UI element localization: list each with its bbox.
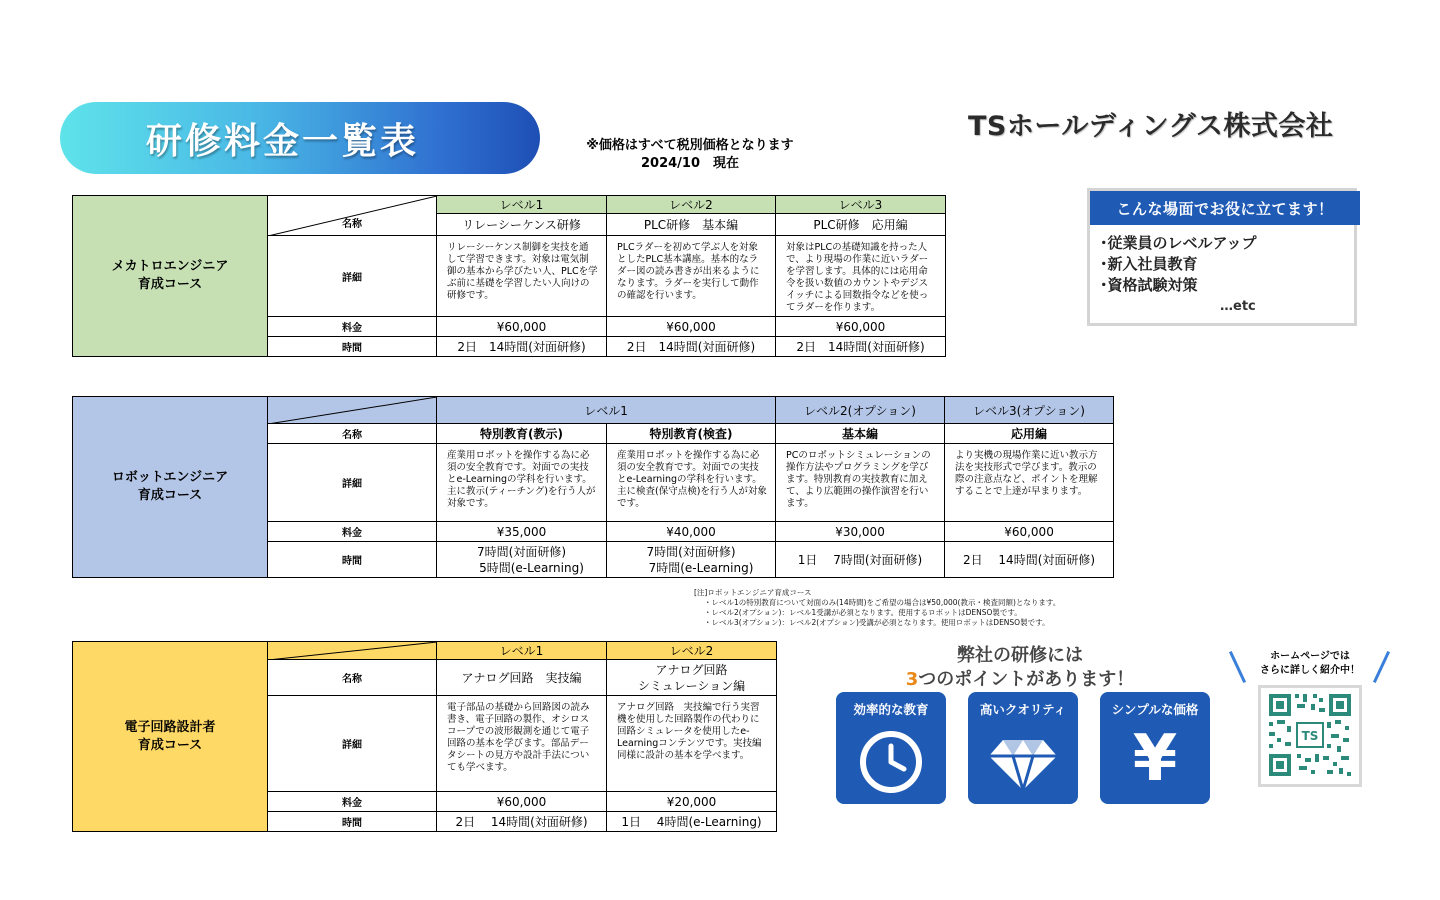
note-line: ・レベル2(オプション)：レベル1受講が必須となります。使用するロボットはDENSO製です。 bbox=[704, 608, 1022, 617]
row-label-price: 料金 bbox=[268, 317, 437, 337]
point-label: シンプルな価格 bbox=[1111, 702, 1199, 717]
robot-course-table bbox=[72, 396, 1114, 578]
course-detail: リレーシーケンス制御を実技を通して学習できます。対象は電気制御の基本から学びたい人、PLCを学ぶ前に基礎を学習したい人向けの研修です。 bbox=[437, 236, 607, 317]
yen-icon: ¥ bbox=[1132, 722, 1178, 796]
note-line: [注]ロボットエンジニア育成コース bbox=[694, 588, 812, 597]
qr-code-icon bbox=[1261, 688, 1359, 784]
page-title: 研修料金一覧表 bbox=[146, 120, 420, 162]
course-level-name: 特別教育(教示) bbox=[437, 424, 607, 444]
mechatro-course-table bbox=[72, 195, 946, 357]
course-time: 1日 7時間(対面研修) bbox=[776, 542, 945, 578]
course-time: 2日 14時間(対面研修) bbox=[776, 337, 946, 357]
course-time bbox=[607, 542, 776, 578]
scenes-list bbox=[1100, 233, 1256, 296]
course-name-line: 育成コース bbox=[137, 277, 203, 292]
diagonal-line bbox=[268, 397, 437, 424]
course-detail: 産業用ロボットを操作する為に必須の安全教育です。対面での実技とe-Learningの学科を行います。主に教示(ティーチング)を行う人が対象です。 bbox=[437, 444, 607, 522]
level-header: レベル2 bbox=[607, 196, 776, 214]
course-level-name-line: シミュレーション編 bbox=[637, 678, 746, 693]
tax-note-text: ※価格はすべて税別価格となります bbox=[586, 138, 794, 153]
diamond-icon bbox=[983, 724, 1063, 796]
electronic-course-table bbox=[72, 641, 777, 832]
robot-course-note bbox=[694, 588, 1060, 628]
level-header: レベル3(オプション) bbox=[945, 397, 1114, 424]
note-line: ・レベル3(オプション)：レベル2(オプション)受講が必須となります。使用ロボットはDENSO製です。 bbox=[704, 618, 1050, 627]
scene-item: ･資格試験対策 bbox=[1100, 276, 1198, 294]
course-detail: 対象はPLCの基礎知識を持った人で、より現場の作業に近いラダーを学習します。具体的には応用命令を扱い数値のカウントやデジスイッチによる回数指令などを使ってラダーを作ります。 bbox=[776, 236, 946, 317]
point-label: 高いクオリティ bbox=[979, 702, 1067, 717]
level-header: レベル2(オプション) bbox=[776, 397, 945, 424]
course-level-name: 応用編 bbox=[945, 424, 1114, 444]
course-time: 2日 14時間(対面研修) bbox=[945, 542, 1114, 578]
decor-slash-left bbox=[1229, 651, 1246, 683]
mechatro-course-name bbox=[73, 196, 268, 357]
point-label: 効率的な教育 bbox=[853, 702, 929, 717]
tax-note bbox=[560, 137, 820, 173]
scenes-box bbox=[1087, 188, 1357, 326]
robot-course-name bbox=[73, 397, 268, 578]
scenes-etc: …etc bbox=[1220, 299, 1256, 314]
level-header: レベル2 bbox=[607, 642, 777, 660]
row-label-time: 時間 bbox=[268, 812, 437, 832]
course-time: 1日 4時間(e-Learning) bbox=[607, 812, 777, 832]
diagonal-line bbox=[268, 642, 437, 660]
qr-code[interactable] bbox=[1258, 685, 1362, 787]
decor-slash-right bbox=[1373, 651, 1390, 683]
points-title-line2 bbox=[840, 668, 1200, 692]
row-label-name: 名称 bbox=[268, 660, 437, 696]
course-detail: 電子部品の基礎から回路図の読み書き、電子回路の製作、オシロスコープでの波形観測を通じて電子回路の基本を学びます。部品データシートの見方や設計手法についても学べます。 bbox=[437, 696, 607, 792]
course-price: ¥35,000 bbox=[437, 522, 607, 542]
homepage-label-line1: ホームページでは bbox=[1270, 651, 1350, 662]
row-label-name: 名称 bbox=[268, 424, 437, 444]
course-detail: PLCラダーを初めて学ぶ人を対象としたPLC基本講座。基本的なラダー図の読み書きが出来るようになります。ラダーを実行して動作の確認を行います。 bbox=[607, 236, 776, 317]
course-time-line: 7時間(e-Learning) bbox=[648, 560, 754, 575]
course-price: ¥20,000 bbox=[607, 792, 777, 812]
homepage-label bbox=[1250, 650, 1370, 678]
company-name: TSホールディングス株式会社 bbox=[968, 111, 1334, 142]
course-time-line: 7時間(対面研修) bbox=[477, 544, 566, 559]
row-label-price: 料金 bbox=[268, 792, 437, 812]
homepage-label-line2: さらに詳しく紹介中！ bbox=[1260, 665, 1360, 676]
course-name-line: ロボットエンジニア bbox=[111, 470, 229, 485]
scenes-heading: こんな場面でお役に立てます！ bbox=[1090, 191, 1360, 225]
course-time-line: 5時間(e-Learning) bbox=[479, 560, 584, 575]
clock-icon bbox=[851, 724, 931, 796]
course-time: 2日 14時間(対面研修) bbox=[437, 812, 607, 832]
course-detail: 産業用ロボットを操作する為に必須の安全教育です。対面での実技とe-Learningの学科を行います。主に検査(保守点検)を行う人が対象です。 bbox=[607, 444, 776, 522]
course-price: ¥60,000 bbox=[607, 317, 776, 337]
level-header: レベル1 bbox=[437, 642, 607, 660]
course-time: 2日 14時間(対面研修) bbox=[437, 337, 607, 357]
qr-logo-text: TS bbox=[1301, 729, 1319, 743]
points-count: 3 bbox=[905, 669, 919, 690]
course-detail: アナログ回路 実技編で行う実習機を使用した回路製作の代わりに回路シミュレータを使用したe-Learningコンテンツです。実技編同様に設計の基本を学べます。 bbox=[607, 696, 777, 792]
points-title bbox=[840, 644, 1200, 692]
course-level-name: 特別教育(検査) bbox=[607, 424, 776, 444]
course-level-name: PLC研修 応用編 bbox=[776, 214, 946, 236]
scene-item: ･従業員のレベルアップ bbox=[1100, 234, 1257, 252]
row-label-detail: 詳細 bbox=[268, 696, 437, 792]
course-time-line: 7時間(対面研修) bbox=[646, 544, 736, 559]
row-label-time: 時間 bbox=[268, 337, 437, 357]
course-level-name bbox=[607, 660, 777, 696]
points-title-tail: つのポイントがあります！ bbox=[918, 669, 1135, 690]
course-time: 2日 14時間(対面研修) bbox=[607, 337, 776, 357]
course-detail: PCのロボットシミュレーションの操作方法やプログラミングを学びます。特別教育の実技教育に加えて、より広範囲の操作演習を行います。 bbox=[776, 444, 945, 522]
date-note: 2024/10 現在 bbox=[640, 156, 740, 171]
title-banner bbox=[60, 102, 540, 174]
course-detail: より実機の現場作業に近い教示方法を実技形式で学びます。教示の際の注意点など、ポイントを理解することで上達が早まります。 bbox=[945, 444, 1114, 522]
row-label-detail: 詳細 bbox=[268, 236, 437, 317]
level-header: レベル1 bbox=[437, 196, 607, 214]
course-price: ¥60,000 bbox=[437, 792, 607, 812]
scene-item: ･新入社員教育 bbox=[1100, 255, 1198, 273]
course-name-line: 育成コース bbox=[137, 737, 203, 753]
course-level-name-line: アナログ回路 bbox=[655, 662, 728, 677]
row-label-detail: 詳細 bbox=[268, 444, 437, 522]
electronic-course-name bbox=[73, 642, 268, 832]
header-diagonal-cell bbox=[268, 397, 437, 424]
course-price: ¥30,000 bbox=[776, 522, 945, 542]
course-level-name: アナログ回路 実技編 bbox=[437, 660, 607, 696]
point-card-quality bbox=[968, 692, 1078, 804]
course-time bbox=[437, 542, 607, 578]
course-price: ¥60,000 bbox=[945, 522, 1114, 542]
row-label-time: 時間 bbox=[268, 542, 437, 578]
course-name-line: 電子回路設計者 bbox=[124, 719, 216, 735]
course-level-name: PLC研修 基本編 bbox=[607, 214, 776, 236]
point-card-efficient bbox=[836, 692, 946, 804]
course-price: ¥60,000 bbox=[776, 317, 946, 337]
course-level-name: 基本編 bbox=[776, 424, 945, 444]
points-title-line1: 弊社の研修には bbox=[957, 645, 1083, 666]
course-name-line: 育成コース bbox=[137, 488, 203, 503]
level-header: レベル1 bbox=[437, 397, 776, 424]
note-line: ・レベル1の特別教育について対面のみ(14時間)をご希望の場合は¥50,000(教示・検査同額)となります。 bbox=[704, 598, 1061, 607]
level-header: レベル3 bbox=[776, 196, 946, 214]
course-price: ¥40,000 bbox=[607, 522, 776, 542]
header-diagonal-cell bbox=[268, 642, 437, 660]
course-price: ¥60,000 bbox=[437, 317, 607, 337]
course-level-name: リレーシーケンス研修 bbox=[437, 214, 607, 236]
row-label-price: 料金 bbox=[268, 522, 437, 542]
row-label-name: 名称 bbox=[342, 219, 362, 230]
course-name-line: メカトロエンジニア bbox=[111, 259, 229, 274]
point-card-price bbox=[1100, 692, 1210, 804]
